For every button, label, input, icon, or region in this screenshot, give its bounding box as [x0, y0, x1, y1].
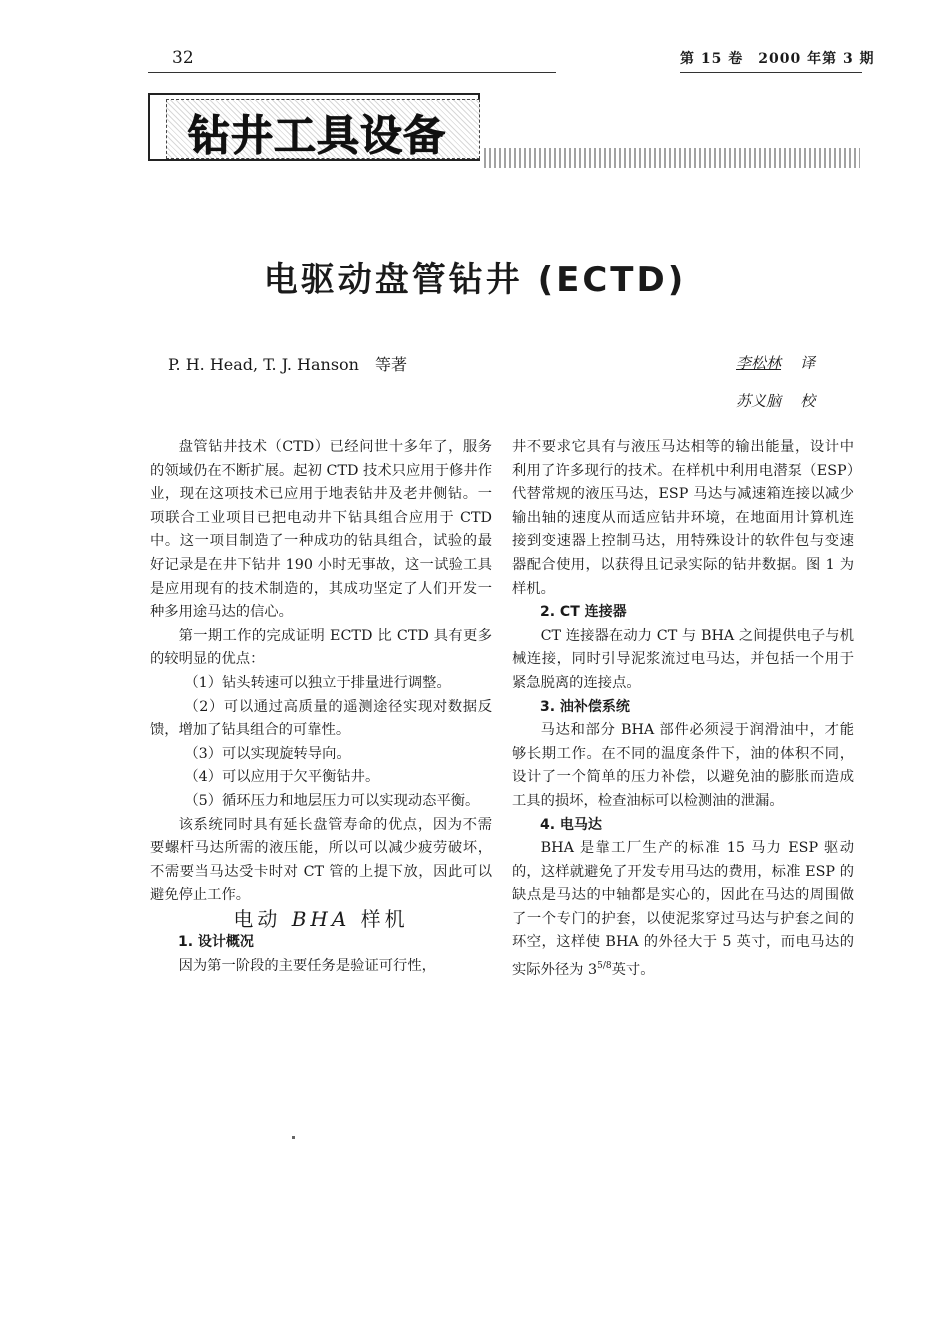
fraction-superscript: 5/8 [597, 961, 612, 972]
article-authors: P. H. Head, T. J. Hanson 等著 [168, 355, 407, 374]
paragraph: 盘管钻井技术（CTD）已经问世十多年了，服务的领域仍在不断扩展。起初 CTD 技术只应用于修井作业，现在这项技术已应用于地表钻井及老井侧钻。一项联合工业项目已把电动井下钻具组合应用于 CTD 中。这一项目制造了一种成功的钻具组合，试验的最好记录是在井下钻井 190 小时无事故，这一试验工具是应用现有的技术制造的，其成功坚定了人们开发一种多用途马达的信心。 [150, 439, 492, 621]
proofreader-line [736, 390, 815, 411]
issue-info: 第 15 卷 2000 年第 3 期 [680, 51, 875, 67]
subheading: 2. CT 连接器 [540, 604, 627, 621]
header-rule-right [680, 72, 862, 73]
translator-name: 李松林 [736, 354, 782, 372]
section-heading-post: 样机 [350, 906, 409, 931]
column-banner-text: 钻井工具设备 [188, 111, 447, 160]
translator-line [736, 352, 815, 373]
list-item: （2）可以通过高质量的遥测途径实现对数据反馈，增加了钻具组合的可靠性。 [150, 698, 492, 739]
paragraph: CT 连接器在动力 CT 与 BHA 之间提供电子与机械连接，同时引导泥浆流过电马达，并包括一个用于紧急脱离的连接点。 [512, 627, 854, 691]
paragraph [512, 837, 854, 982]
header-rule-left [148, 72, 556, 73]
paragraph: 井不要求它具有与液压马达相等的输出能量，设计中利用了许多现行的技术。在样机中利用电潜泵（ESP）代替常规的液压马达，ESP 马达与减速箱连接以减少输出轴的速度从而适应钻井环境，在地面用计算机连接到变速器上控制马达，用特殊设计的软件包与变速器配合使用，以获得且记录实际的钻井数据。图 1 为样机。 [512, 439, 854, 597]
paragraph-text: BHA 是靠工厂生产的标准 15 马力 ESP 驱动的，这样就避免了开发专用马达的费用，标准 ESP 的缺点是马达的中轴都是实心的，因此在马达的周围做了一个专门的护套，以使泥浆穿过马达与护套之间的环空，这样使 BHA 的外径大于 5 英寸，而电马达的实际外径为 3 [512, 840, 854, 978]
proofreader-role: 校 [800, 392, 816, 410]
paragraph: 该系统同时具有延长盘管寿命的优点，因为不需要螺杆马达所需的液压能，所以可以减少疲劳破坏，不需要当马达受卡时对 CT 管的上提下放，因此可以避免停止工作。 [150, 816, 492, 904]
article-title: 电驱动盘管钻井 (ECTD) [263, 260, 687, 300]
paragraph: 因为第一阶段的主要任务是验证可行性， [178, 958, 436, 975]
section-heading-pre: 电动 [233, 906, 292, 931]
banner-dotted-rule [484, 148, 860, 168]
subheading: 1. 设计概况 [178, 934, 254, 951]
subheading: 3. 油补偿系统 [540, 698, 630, 715]
left-column [150, 436, 492, 979]
subheading: 4. 电马达 [540, 816, 602, 833]
section-heading [150, 908, 492, 932]
column-banner [148, 93, 488, 163]
right-column [512, 436, 854, 982]
paragraph-end: 英寸。 [611, 961, 655, 978]
section-heading-em: BHA [291, 906, 351, 931]
page-number: 32 [172, 48, 194, 68]
proofreader-name: 苏义脑 [736, 392, 782, 410]
list-item: （4）可以应用于欠平衡钻井。 [184, 769, 380, 786]
list-item: （1）钻头转速可以独立于排量进行调整。 [184, 674, 451, 691]
list-item: （5）循环压力和地层压力可以实现动态平衡。 [184, 792, 480, 809]
paragraph: 第一期工作的完成证明 ECTD 比 CTD 具有更多的较明显的优点： [150, 627, 492, 668]
list-item: （3）可以实现旋转导向。 [184, 745, 351, 762]
scan-speck [292, 1136, 295, 1139]
paragraph: 马达和部分 BHA 部件必须浸于润滑油中，才能够长期工作。在不同的温度条件下，油的体积不同，设计了一个简单的压力补偿，以避免油的膨胀而造成工具的损坏，检查油标可以检测油的泄漏。 [512, 722, 854, 809]
translator-role: 译 [800, 354, 816, 372]
